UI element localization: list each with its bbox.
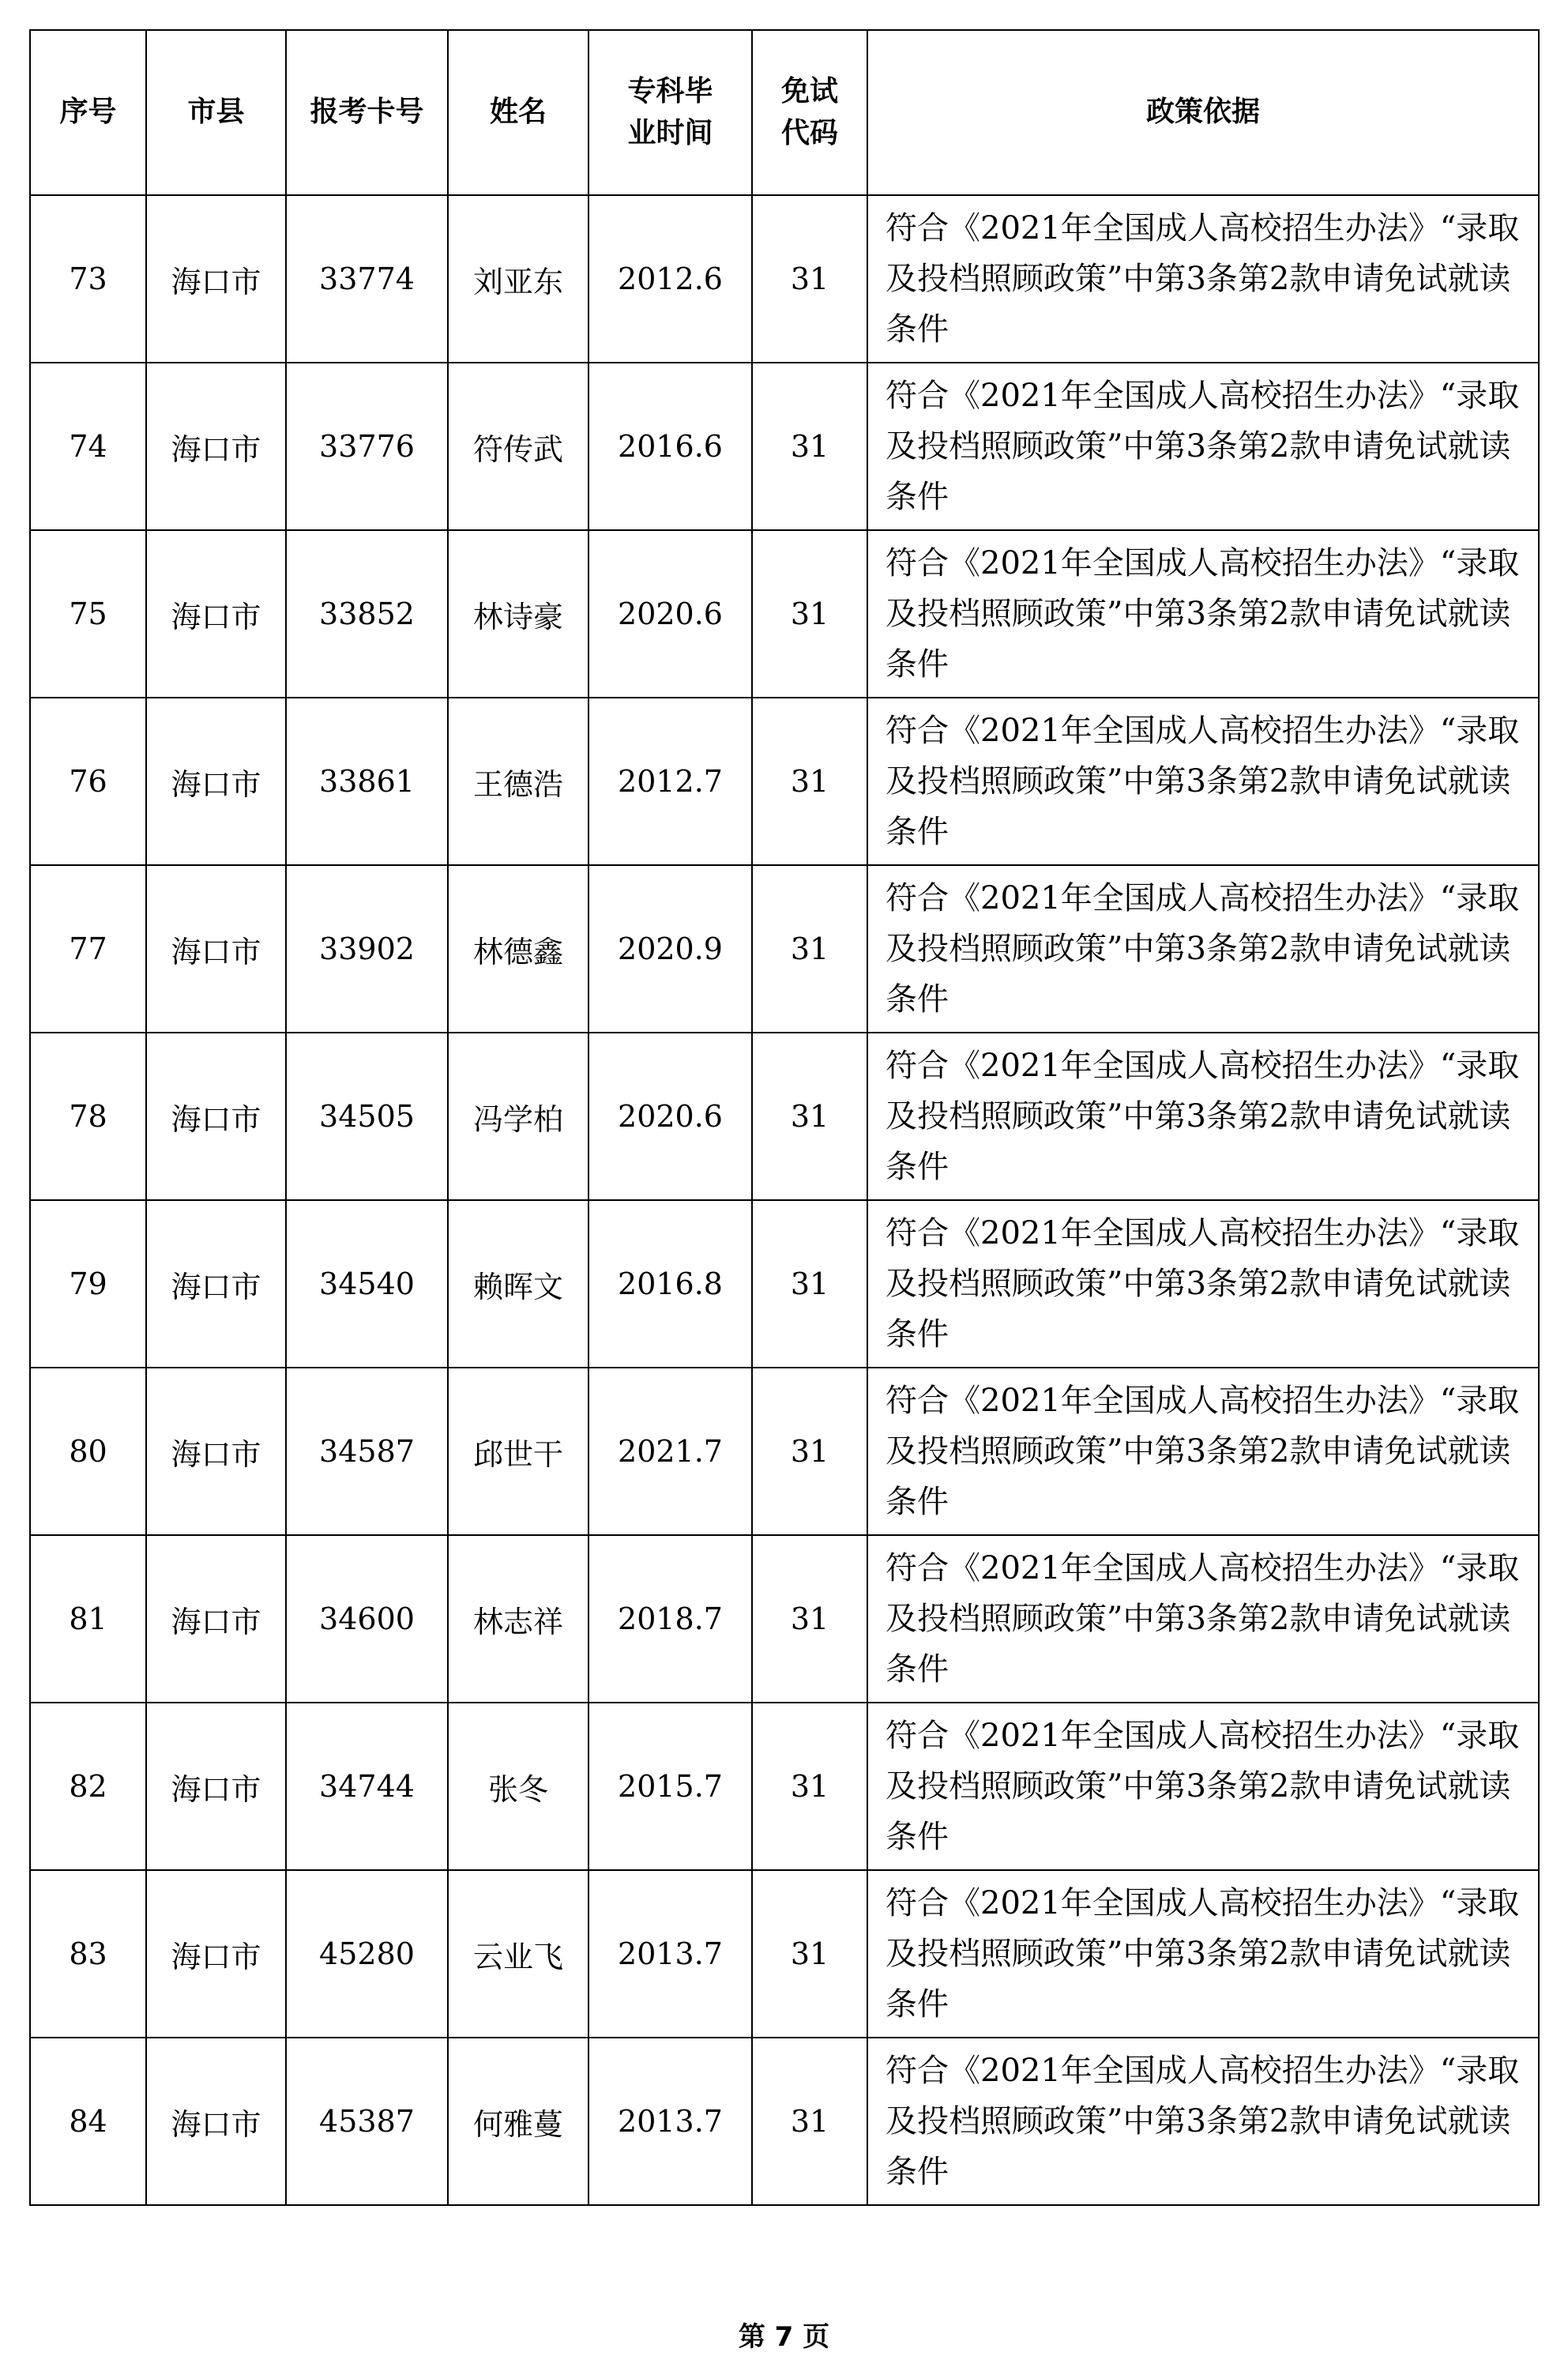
cell-graduation-time: 2013.7 <box>588 1870 752 2038</box>
table-row <box>30 1033 1539 1200</box>
cell-city: 海口市 <box>146 1368 286 1535</box>
cell-name: 林诗豪 <box>448 530 588 698</box>
header-city: 市县 <box>146 30 286 195</box>
cell-card-number: 45387 <box>286 2038 448 2205</box>
cell-city: 海口市 <box>146 1033 286 1200</box>
cell-card-number: 33774 <box>286 195 448 363</box>
cell-name: 何雅蔓 <box>448 2038 588 2205</box>
header-exemption-code: 免试代码 <box>752 30 867 195</box>
cell-graduation-time: 2015.7 <box>588 1703 752 1870</box>
cell-seq: 77 <box>30 865 146 1033</box>
cell-card-number: 34600 <box>286 1535 448 1703</box>
cell-policy-basis: 符合《2021年全国成人高校招生办法》“录取及投档照顾政策”中第3条第2款申请免试就读条件 <box>867 698 1539 865</box>
cell-exemption-code: 31 <box>752 1535 867 1703</box>
cell-card-number: 34744 <box>286 1703 448 1870</box>
cell-card-number: 33902 <box>286 865 448 1033</box>
cell-seq: 75 <box>30 530 146 698</box>
cell-exemption-code: 31 <box>752 2038 867 2205</box>
table-row <box>30 1535 1539 1703</box>
cell-seq: 83 <box>30 1870 146 2038</box>
cell-name: 符传武 <box>448 363 588 530</box>
cell-exemption-code: 31 <box>752 195 867 363</box>
cell-card-number: 33852 <box>286 530 448 698</box>
cell-card-number: 34540 <box>286 1200 448 1368</box>
table-body <box>30 195 1539 2205</box>
cell-graduation-time: 2016.6 <box>588 363 752 530</box>
cell-exemption-code: 31 <box>752 1200 867 1368</box>
cell-policy-basis: 符合《2021年全国成人高校招生办法》“录取及投档照顾政策”中第3条第2款申请免试就读条件 <box>867 1535 1539 1703</box>
cell-city: 海口市 <box>146 1535 286 1703</box>
table-row <box>30 1200 1539 1368</box>
cell-card-number: 45280 <box>286 1870 448 2038</box>
cell-seq: 74 <box>30 363 146 530</box>
cell-city: 海口市 <box>146 195 286 363</box>
cell-city: 海口市 <box>146 1200 286 1368</box>
cell-graduation-time: 2016.8 <box>588 1200 752 1368</box>
cell-graduation-time: 2020.6 <box>588 530 752 698</box>
cell-city: 海口市 <box>146 2038 286 2205</box>
header-policy-basis: 政策依据 <box>867 30 1539 195</box>
cell-exemption-code: 31 <box>752 363 867 530</box>
cell-card-number: 34505 <box>286 1033 448 1200</box>
cell-policy-basis: 符合《2021年全国成人高校招生办法》“录取及投档照顾政策”中第3条第2款申请免试就读条件 <box>867 195 1539 363</box>
cell-policy-basis: 符合《2021年全国成人高校招生办法》“录取及投档照顾政策”中第3条第2款申请免试就读条件 <box>867 2038 1539 2205</box>
cell-card-number: 33776 <box>286 363 448 530</box>
cell-seq: 82 <box>30 1703 146 1870</box>
cell-graduation-time: 2012.6 <box>588 195 752 363</box>
cell-exemption-code: 31 <box>752 865 867 1033</box>
cell-name: 云业飞 <box>448 1870 588 2038</box>
cell-name: 冯学柏 <box>448 1033 588 1200</box>
exemption-list-table <box>29 29 1540 2206</box>
cell-policy-basis: 符合《2021年全国成人高校招生办法》“录取及投档照顾政策”中第3条第2款申请免试就读条件 <box>867 1368 1539 1535</box>
table-row <box>30 865 1539 1033</box>
page-number: 第 7 页 <box>738 2321 830 2353</box>
cell-exemption-code: 31 <box>752 698 867 865</box>
cell-exemption-code: 31 <box>752 1870 867 2038</box>
cell-exemption-code: 31 <box>752 1703 867 1870</box>
table-row <box>30 1368 1539 1535</box>
cell-name: 张冬 <box>448 1703 588 1870</box>
cell-graduation-time: 2020.9 <box>588 865 752 1033</box>
cell-name: 邱世干 <box>448 1368 588 1535</box>
table-row <box>30 363 1539 530</box>
cell-policy-basis: 符合《2021年全国成人高校招生办法》“录取及投档照顾政策”中第3条第2款申请免试就读条件 <box>867 1870 1539 2038</box>
cell-graduation-time: 2012.7 <box>588 698 752 865</box>
header-card-number: 报考卡号 <box>286 30 448 195</box>
cell-name: 刘亚东 <box>448 195 588 363</box>
table-header-row <box>30 30 1539 195</box>
cell-graduation-time: 2018.7 <box>588 1535 752 1703</box>
cell-seq: 84 <box>30 2038 146 2205</box>
cell-name: 赖晖文 <box>448 1200 588 1368</box>
cell-policy-basis: 符合《2021年全国成人高校招生办法》“录取及投档照顾政策”中第3条第2款申请免试就读条件 <box>867 865 1539 1033</box>
table-row <box>30 1703 1539 1870</box>
cell-graduation-time: 2020.6 <box>588 1033 752 1200</box>
cell-city: 海口市 <box>146 1870 286 2038</box>
cell-seq: 78 <box>30 1033 146 1200</box>
cell-exemption-code: 31 <box>752 1033 867 1200</box>
cell-policy-basis: 符合《2021年全国成人高校招生办法》“录取及投档照顾政策”中第3条第2款申请免试就读条件 <box>867 1033 1539 1200</box>
cell-name: 林德鑫 <box>448 865 588 1033</box>
cell-city: 海口市 <box>146 698 286 865</box>
header-name: 姓名 <box>448 30 588 195</box>
cell-card-number: 33861 <box>286 698 448 865</box>
table-row <box>30 530 1539 698</box>
cell-seq: 76 <box>30 698 146 865</box>
cell-policy-basis: 符合《2021年全国成人高校招生办法》“录取及投档照顾政策”中第3条第2款申请免试就读条件 <box>867 363 1539 530</box>
table-row <box>30 698 1539 865</box>
cell-name: 王德浩 <box>448 698 588 865</box>
cell-policy-basis: 符合《2021年全国成人高校招生办法》“录取及投档照顾政策”中第3条第2款申请免试就读条件 <box>867 530 1539 698</box>
cell-policy-basis: 符合《2021年全国成人高校招生办法》“录取及投档照顾政策”中第3条第2款申请免试就读条件 <box>867 1703 1539 1870</box>
header-graduation-time: 专科毕业时间 <box>588 30 752 195</box>
cell-city: 海口市 <box>146 363 286 530</box>
header-seq: 序号 <box>30 30 146 195</box>
cell-city: 海口市 <box>146 530 286 698</box>
cell-card-number: 34587 <box>286 1368 448 1535</box>
cell-name: 林志祥 <box>448 1535 588 1703</box>
cell-seq: 80 <box>30 1368 146 1535</box>
table-row <box>30 195 1539 363</box>
cell-city: 海口市 <box>146 865 286 1033</box>
cell-exemption-code: 31 <box>752 1368 867 1535</box>
cell-exemption-code: 31 <box>752 530 867 698</box>
cell-policy-basis: 符合《2021年全国成人高校招生办法》“录取及投档照顾政策”中第3条第2款申请免试就读条件 <box>867 1200 1539 1368</box>
cell-graduation-time: 2021.7 <box>588 1368 752 1535</box>
table-row <box>30 1870 1539 2038</box>
cell-seq: 79 <box>30 1200 146 1368</box>
cell-seq: 81 <box>30 1535 146 1703</box>
table-row <box>30 2038 1539 2205</box>
cell-seq: 73 <box>30 195 146 363</box>
cell-city: 海口市 <box>146 1703 286 1870</box>
cell-graduation-time: 2013.7 <box>588 2038 752 2205</box>
